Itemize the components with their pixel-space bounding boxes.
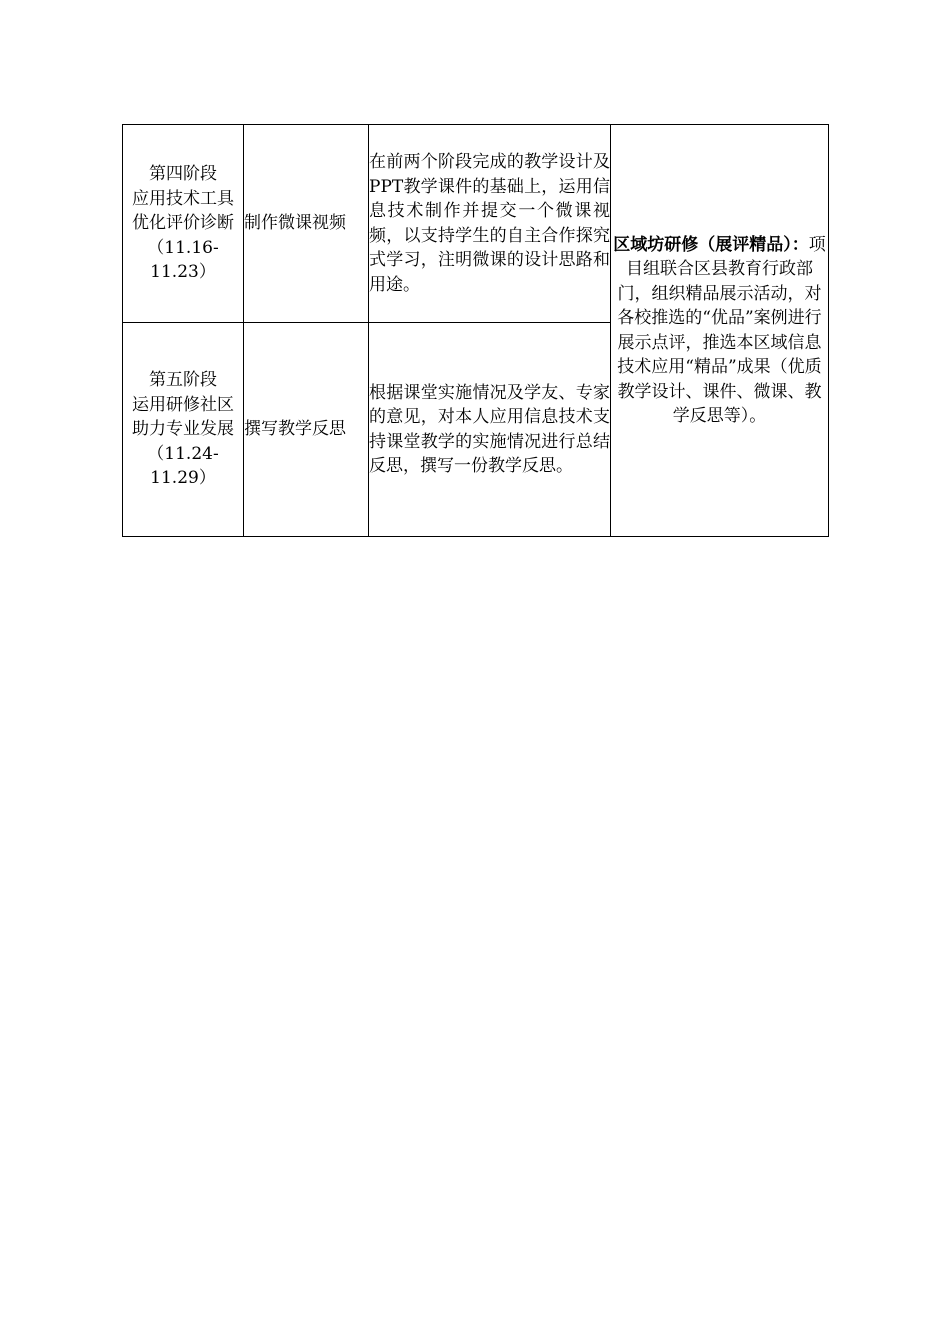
- stage-theme-line-2: 优化评价诊断: [132, 213, 234, 234]
- training-plan-table: [122, 124, 829, 537]
- stage-cell-5: [123, 323, 244, 537]
- task-cell: 制作微课视频: [244, 125, 369, 323]
- summary-body: 项目组联合区县教育行政部门，组织精品展示活动，对各校推选的“优品”案例进行展示点评，推选本区域信息技术应用“精品”成果（优质教学设计、课件、微课、教学反思等）。: [617, 234, 826, 426]
- stage-name: 第五阶段: [149, 370, 217, 391]
- stage-name: 第四阶段: [149, 164, 217, 185]
- stage-cell-4: [123, 125, 244, 323]
- stage-theme-line-1: 运用研修社区: [132, 394, 234, 415]
- stage-theme-line-1: 应用技术工具: [132, 188, 234, 209]
- description-cell: 在前两个阶段完成的教学设计及PPT教学课件的基础上，运用信息技术制作并提交一个微课视频，以支持学生的自主合作探究式学习，注明微课的设计思路和用途。: [369, 125, 611, 323]
- stage-date-range: （11.16-11.23）: [147, 237, 219, 283]
- table-row: [123, 125, 829, 323]
- description-cell: 根据课堂实施情况及学友、专家的意见，对本人应用信息技术支持课堂教学的实施情况进行总结反思，撰写一份教学反思。: [369, 323, 611, 537]
- stage-date-range: （11.24-11.29）: [147, 443, 219, 489]
- task-cell: 撰写教学反思: [244, 323, 369, 537]
- stage-theme-line-2: 助力专业发展: [132, 419, 234, 440]
- summary-heading: 区域坊研修（展评精品）：: [613, 234, 809, 255]
- summary-cell: [611, 125, 829, 537]
